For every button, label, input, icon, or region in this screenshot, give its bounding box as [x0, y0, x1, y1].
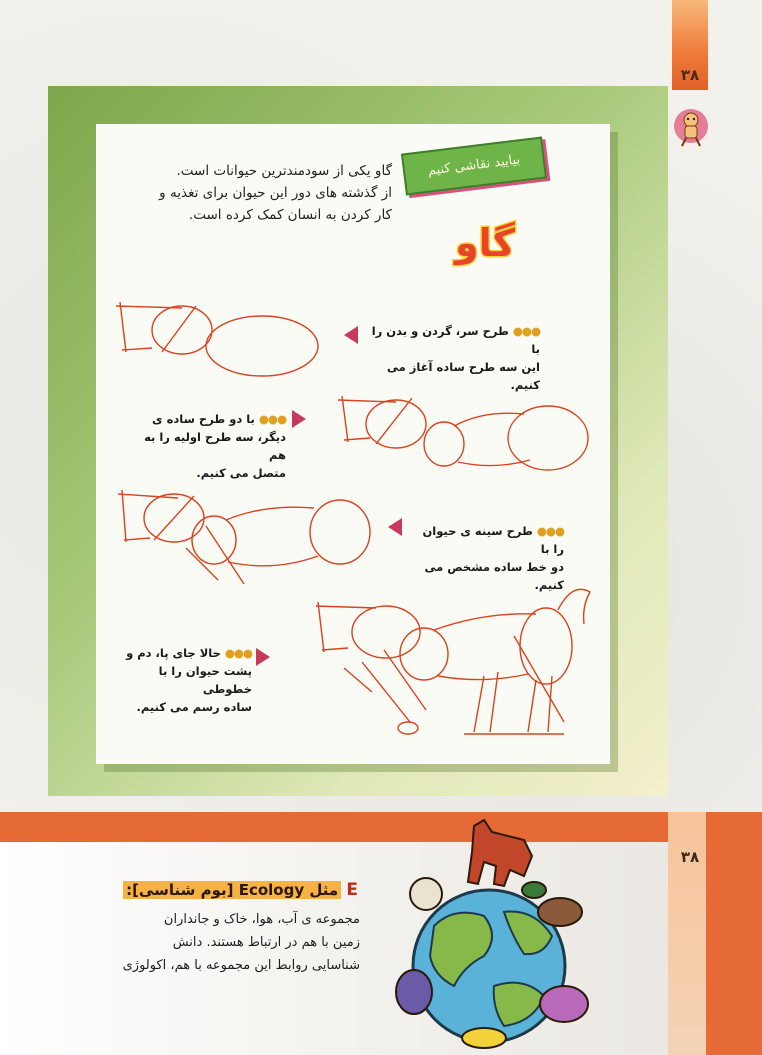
ecology-line: شناسایی روابط این مجموعه با هم، اکولوژی [122, 958, 360, 973]
step-line: ساده رسم می کنیم. [136, 700, 252, 714]
step-line: دیگر، سه طرح اولیه را به هم [144, 430, 286, 462]
intro-line: گاو یکی از سودمندترین حیوانات است. [176, 163, 392, 179]
pointer-arrow-icon [344, 326, 358, 344]
sketch-step-2 [334, 390, 598, 480]
title-text: گاو [455, 221, 515, 265]
step-line [124, 410, 286, 428]
ecology-heading [98, 880, 358, 900]
bullet-dots-icon: ●●● [258, 412, 286, 426]
step-line: پشت حیوان را با خطوطی [158, 664, 252, 696]
sketch-step-1 [112, 296, 324, 386]
ecology-letter: E [346, 880, 358, 900]
step-line [364, 322, 540, 358]
step-line-text: با دو طرح ساده ی [152, 412, 255, 426]
pointer-arrow-icon [292, 410, 306, 428]
side-orange-strip [706, 812, 762, 1055]
step-line-text: طرح سر، گردن و بدن را با [371, 324, 540, 356]
bullet-dots-icon: ●●● [224, 646, 252, 660]
step-2-text [124, 410, 286, 482]
mascot-icon [672, 104, 710, 150]
step-line [120, 644, 252, 662]
lets-draw-label: بیایید نقاشی کنیم [401, 137, 547, 196]
step-line: متصل می کنیم. [196, 466, 286, 480]
ecology-body [98, 908, 360, 977]
page-number-bottom: ۳۸ [680, 848, 700, 866]
step-line-text: طرح سینه ی حیوان را با [422, 524, 564, 556]
step-line: دو خط ساده مشخص می کنیم. [424, 560, 564, 592]
pointer-arrow-icon [256, 648, 270, 666]
intro-line: از گذشته های دور این حیوان برای تغذیه و [159, 185, 392, 201]
sketch-step-4 [314, 572, 604, 738]
page-number-top: ۳۸ [680, 66, 700, 84]
step-1-text [364, 322, 540, 394]
ecology-line: مجموعه ی آب، هوا، خاک و جانداران [163, 912, 360, 927]
intro-text [130, 160, 392, 226]
ecology-title: مثل Ecology [بوم شناسی]: [123, 881, 341, 899]
step-4-text [120, 644, 252, 716]
step-line: این سه طرح ساده آغاز می کنیم. [387, 360, 540, 392]
pointer-arrow-icon [388, 518, 402, 536]
step-line-text: حالا جای پا، دم و [126, 646, 221, 660]
globe-animals-icon [374, 816, 604, 1052]
ecology-line: زمین با هم در ارتباط هستند. دانش [172, 935, 360, 950]
bullet-dots-icon: ●●● [512, 324, 540, 338]
page-title [436, 214, 534, 270]
intro-line: کار کردن به انسان کمک کرده است. [188, 207, 392, 223]
bullet-dots-icon: ●●● [536, 524, 564, 538]
step-line [408, 522, 564, 558]
